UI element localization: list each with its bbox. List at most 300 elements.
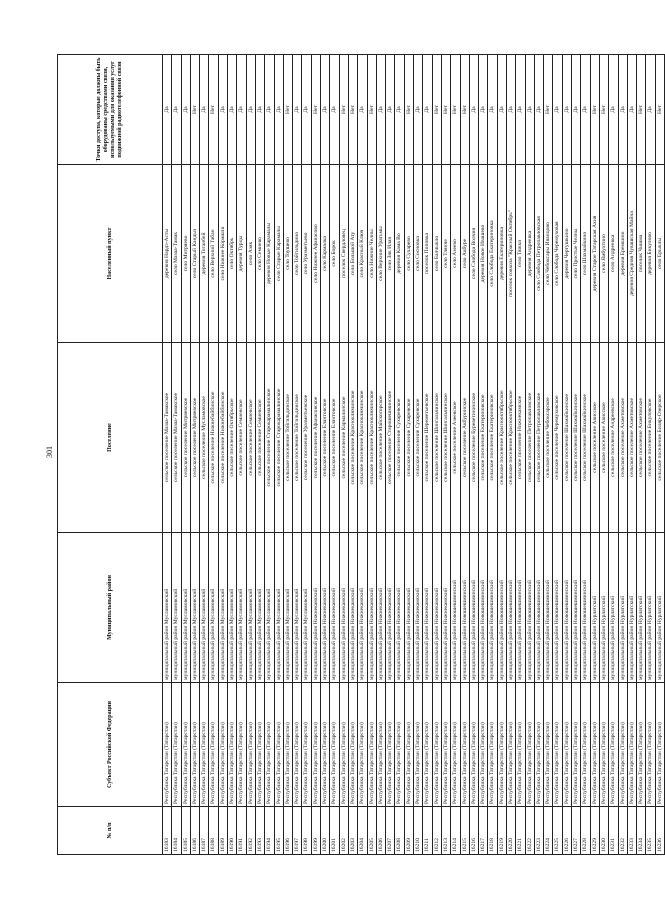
locality-cell: село Красный Ключ bbox=[358, 165, 367, 343]
municipal-district-cell: муниципальный район Новошешминский bbox=[544, 533, 553, 683]
settlement-cell: сельское поселение Красноключинское bbox=[367, 343, 376, 533]
table-row bbox=[237, 55, 246, 855]
settlement-cell: сельское поселение Митряевское bbox=[181, 343, 190, 533]
settlement-cell: сельское поселение Старокарамалинское bbox=[265, 343, 274, 533]
locality-cell: поселок Поповка bbox=[423, 165, 432, 343]
settlement-cell: сельское поселение Афанасовское bbox=[311, 343, 320, 533]
settlement-cell: сельское поселение Митряевское bbox=[190, 343, 199, 533]
access-point-flag: Да bbox=[497, 55, 506, 165]
locality-cell: село Ерыклы bbox=[655, 165, 664, 343]
table-row bbox=[200, 55, 209, 855]
row-number: 16197 bbox=[293, 807, 302, 855]
settlement-cell: сельское поселение Ахметовское bbox=[637, 343, 646, 533]
locality-cell: деревня Бикулово bbox=[646, 165, 655, 343]
locality-cell: село Старый Кандыз bbox=[190, 165, 199, 343]
row-number: 16201 bbox=[330, 807, 339, 855]
municipal-district-cell: муниципальный район Нижнекамский bbox=[386, 533, 395, 683]
table-row bbox=[562, 55, 571, 855]
access-point-flag: Да bbox=[646, 55, 655, 165]
table-row bbox=[172, 55, 181, 855]
row-number: 16189 bbox=[218, 807, 227, 855]
locality-cell: деревня Средняя Чувашская Майна bbox=[627, 165, 636, 343]
access-point-flag: Да bbox=[386, 55, 395, 165]
row-number: 16184 bbox=[172, 807, 181, 855]
subject-cell: Республика Татарстан (Татарстан) bbox=[618, 683, 627, 807]
subject-cell: Республика Татарстан (Татарстан) bbox=[395, 683, 404, 807]
row-number: 16186 bbox=[190, 807, 199, 855]
table-row bbox=[395, 55, 404, 855]
locality-cell: село Тоушево bbox=[283, 165, 292, 343]
table-header-row bbox=[58, 55, 163, 855]
locality-cell: село Слобода Петропавловская bbox=[534, 165, 543, 343]
table-row bbox=[655, 55, 664, 855]
locality-cell: село Слобода Черемуховая bbox=[553, 165, 562, 343]
row-number: 16228 bbox=[581, 807, 590, 855]
row-number: 16195 bbox=[274, 807, 283, 855]
municipal-district-cell: муниципальный район Мусламовский bbox=[181, 533, 190, 683]
row-number: 16204 bbox=[358, 807, 367, 855]
access-point-flag: Да bbox=[200, 55, 209, 165]
settlement-cell: сельское поселение Нижнекамское bbox=[516, 343, 525, 533]
settlement-cell: сельское поселение Мусламовское bbox=[200, 343, 209, 533]
municipal-district-cell: муниципальный район Новошешминский bbox=[534, 533, 543, 683]
settlement-cell: сельское поселение Ависское bbox=[599, 343, 608, 533]
settlement-cell: сельское поселение Краснооктябрьское bbox=[506, 343, 515, 533]
municipal-district-cell: муниципальный район Мусламовский bbox=[274, 533, 283, 683]
settlement-cell: сельское поселение Екатериновское bbox=[479, 343, 488, 533]
locality-cell: село Слобода Волчия bbox=[469, 165, 478, 343]
settlement-cell: сельское поселение Нижнебайбинское bbox=[209, 343, 218, 533]
access-point-flag: Нет bbox=[339, 55, 348, 165]
access-point-flag: Нет bbox=[432, 55, 441, 165]
municipal-district-cell: муниципальный район Нижнекамский bbox=[348, 533, 357, 683]
settlement-cell: сельское поселение Семиевское bbox=[255, 343, 264, 533]
access-point-flag: Нет bbox=[283, 55, 292, 165]
subject-cell: Республика Татарстан (Татарстан) bbox=[181, 683, 190, 807]
locality-cell: поселок Свердловец bbox=[339, 165, 348, 343]
municipal-district-cell: муниципальный район Новошешминский bbox=[581, 533, 590, 683]
row-number: 16220 bbox=[506, 807, 515, 855]
table-row bbox=[627, 55, 636, 855]
table-row bbox=[228, 55, 237, 855]
row-number: 16221 bbox=[516, 807, 525, 855]
subject-cell: Республика Татарстан (Татарстан) bbox=[609, 683, 618, 807]
locality-cell: деревня Еремкино bbox=[618, 165, 627, 343]
access-point-flag: Да bbox=[581, 55, 590, 165]
access-point-flag: Нет bbox=[451, 55, 460, 165]
settlement-cell: сельское поселение Майскогорское bbox=[376, 343, 385, 533]
municipal-district-cell: муниципальный район Нурлатский bbox=[637, 533, 646, 683]
settlement-cell: сельское поселение Шахмайкинское bbox=[562, 343, 571, 533]
access-point-flag: Да bbox=[302, 55, 311, 165]
municipal-district-cell: муниципальный район Новошешминский bbox=[469, 533, 478, 683]
municipal-district-cell: муниципальный район Новошешминский bbox=[479, 533, 488, 683]
locality-cell: село Тлянче bbox=[441, 165, 450, 343]
header-num: № п/п bbox=[58, 807, 163, 855]
locality-cell: село Шахмайкино bbox=[581, 165, 590, 343]
row-number: 16227 bbox=[572, 807, 581, 855]
settlement-cell: сельское поселение Тойгильдинское bbox=[283, 343, 292, 533]
locality-cell: село Тойгильдино bbox=[293, 165, 302, 343]
access-points-table bbox=[57, 54, 665, 855]
row-number: 16198 bbox=[302, 807, 311, 855]
table-row bbox=[599, 55, 608, 855]
municipal-district-cell: муниципальный район Мусламовский bbox=[265, 533, 274, 683]
access-point-flag: Нет bbox=[460, 55, 469, 165]
access-point-flag: Нет bbox=[599, 55, 608, 165]
municipal-district-cell: муниципальный район Нижнекамский bbox=[321, 533, 330, 683]
table-row bbox=[432, 55, 441, 855]
subject-cell: Республика Татарстан (Татарстан) bbox=[404, 683, 413, 807]
access-point-flag: Да bbox=[572, 55, 581, 165]
settlement-cell: сельское поселение Семиевское bbox=[237, 343, 246, 533]
table-body bbox=[163, 55, 665, 855]
settlement-cell: сельское поселение Сухаревское bbox=[395, 343, 404, 533]
table-row bbox=[311, 55, 320, 855]
row-number: 16187 bbox=[200, 807, 209, 855]
row-number: 16203 bbox=[348, 807, 357, 855]
locality-cell: деревня Новые Карамалы bbox=[265, 165, 274, 343]
locality-cell: село Азяк bbox=[246, 165, 255, 343]
locality-cell: село Верхний Табан bbox=[209, 165, 218, 343]
table-row bbox=[330, 55, 339, 855]
municipal-district-cell: муниципальный район Мусламовский bbox=[283, 533, 292, 683]
municipal-district-cell: муниципальный район Нижнекамский bbox=[432, 533, 441, 683]
subject-cell: Республика Татарстан (Татарстан) bbox=[386, 683, 395, 807]
municipal-district-cell: муниципальный район Мусламовский bbox=[209, 533, 218, 683]
access-point-flag: Да bbox=[265, 55, 274, 165]
header-locality: Населенный пункт bbox=[58, 165, 163, 343]
settlement-cell: сельское поселение Уразметьевское bbox=[302, 343, 311, 533]
locality-cell: село Простые Челны bbox=[572, 165, 581, 343]
locality-cell: село Борок bbox=[330, 165, 339, 343]
row-number: 16217 bbox=[479, 807, 488, 855]
table-row bbox=[376, 55, 385, 855]
subject-cell: Республика Татарстан (Татарстан) bbox=[330, 683, 339, 807]
row-number: 16214 bbox=[451, 807, 460, 855]
municipal-district-cell: муниципальный район Нижнекамский bbox=[404, 533, 413, 683]
locality-cell: село Уразметьево bbox=[302, 165, 311, 343]
access-point-flag: Да bbox=[163, 55, 172, 165]
subject-cell: Республика Татарстан (Татарстан) bbox=[200, 683, 209, 807]
locality-cell: село Нижнее Корашли bbox=[218, 165, 227, 343]
locality-cell: село Балчыкло bbox=[432, 165, 441, 343]
access-point-flag: Да bbox=[255, 55, 264, 165]
subject-cell: Республика Татарстан (Татарстан) bbox=[441, 683, 450, 807]
access-point-flag: Да bbox=[228, 55, 237, 165]
locality-cell: село Кармалка bbox=[321, 165, 330, 343]
access-point-flag: Да bbox=[376, 55, 385, 165]
settlement-cell: сельское поселение Елантовское bbox=[330, 343, 339, 533]
table-row bbox=[609, 55, 618, 855]
access-point-flag: Нет bbox=[655, 55, 664, 165]
table-row bbox=[348, 55, 357, 855]
access-point-flag: Нет bbox=[311, 55, 320, 165]
table-row bbox=[404, 55, 413, 855]
subject-cell: Республика Татарстан (Татарстан) bbox=[637, 683, 646, 807]
settlement-cell: сельское поселение Петропавловское bbox=[534, 343, 543, 533]
header-subject: Субъект Российской Федерации bbox=[58, 683, 163, 807]
municipal-district-cell: муниципальный район Нижнекамский bbox=[395, 533, 404, 683]
locality-cell: село Андреевка bbox=[609, 165, 618, 343]
locality-cell: село Мазаа-Тамак bbox=[172, 165, 181, 343]
settlement-cell: сельское поселение Андреевское bbox=[609, 343, 618, 533]
settlement-cell: сельское поселение Петропавловское bbox=[525, 343, 534, 533]
rotated-sheet bbox=[45, 55, 663, 855]
settlement-cell: сельское поселение Буреветининское bbox=[469, 343, 478, 533]
table-row bbox=[590, 55, 599, 855]
access-point-flag: Да bbox=[321, 55, 330, 165]
row-number: 16219 bbox=[497, 807, 506, 855]
locality-cell: поселок совхоза "Красный Октябрь" bbox=[506, 165, 515, 343]
settlement-cell: сельское поселение Кармалинское bbox=[339, 343, 348, 533]
municipal-district-cell: муниципальный район Мусламовский bbox=[255, 533, 264, 683]
settlement-cell: сельское поселение Азеевское bbox=[451, 343, 460, 533]
table-row bbox=[274, 55, 283, 855]
settlement-cell: сельское поселение Нижнебайбинское bbox=[218, 343, 227, 533]
municipal-district-cell: муниципальный район Нижнекамский bbox=[330, 533, 339, 683]
municipal-district-cell: муниципальный район Мусламовский bbox=[190, 533, 199, 683]
locality-cell: деревня Старое Татарская Ахия bbox=[590, 165, 599, 343]
row-number: 16224 bbox=[544, 807, 553, 855]
subject-cell: Республика Татарстан (Татарстан) bbox=[423, 683, 432, 807]
municipal-district-cell: муниципальный район Нижнекамский bbox=[339, 533, 348, 683]
settlement-cell: сельское поселение Мазаа-Тамакское bbox=[163, 343, 172, 533]
row-number: 16234 bbox=[637, 807, 646, 855]
subject-cell: Республика Татарстан (Татарстан) bbox=[590, 683, 599, 807]
table-row bbox=[246, 55, 255, 855]
table-row bbox=[302, 55, 311, 855]
table-row bbox=[321, 55, 330, 855]
subject-cell: Республика Татарстан (Татарстан) bbox=[562, 683, 571, 807]
municipal-district-cell: муниципальный район Нижнекамский bbox=[367, 533, 376, 683]
settlement-cell: сельское поселение Красноключинское bbox=[358, 343, 367, 533]
locality-cell: село Сосновка bbox=[414, 165, 423, 343]
row-number: 16192 bbox=[246, 807, 255, 855]
subject-cell: Республика Татарстан (Татарстан) bbox=[646, 683, 655, 807]
row-number: 16193 bbox=[255, 807, 264, 855]
locality-cell: деревня Турцы bbox=[237, 165, 246, 343]
access-point-flag: Да bbox=[627, 55, 636, 165]
subject-cell: Республика Татарстан (Татарстан) bbox=[274, 683, 283, 807]
subject-cell: Республика Татарстан (Татарстан) bbox=[599, 683, 608, 807]
settlement-cell: сельское поселение Елантовское bbox=[321, 343, 330, 533]
table-row bbox=[469, 55, 478, 855]
subject-cell: Республика Татарстан (Татарстан) bbox=[209, 683, 218, 807]
municipal-district-cell: муниципальный район Мусламовский bbox=[237, 533, 246, 683]
settlement-cell: сельское поселение Чебоксарское bbox=[544, 343, 553, 533]
access-point-flag: Да bbox=[516, 55, 525, 165]
access-point-flag: Да bbox=[181, 55, 190, 165]
settlement-cell: сельское поселение Шингальчинское bbox=[432, 343, 441, 533]
subject-cell: Республика Татарстан (Татарстан) bbox=[311, 683, 320, 807]
table-row bbox=[516, 55, 525, 855]
subject-cell: Республика Татарстан (Татарстан) bbox=[237, 683, 246, 807]
row-number: 16194 bbox=[265, 807, 274, 855]
row-number: 16200 bbox=[321, 807, 330, 855]
row-number: 16196 bbox=[283, 807, 292, 855]
subject-cell: Республика Татарстан (Татарстан) bbox=[218, 683, 227, 807]
row-number: 16183 bbox=[163, 807, 172, 855]
table-row bbox=[497, 55, 506, 855]
subject-cell: Республика Татарстан (Татарстан) bbox=[516, 683, 525, 807]
table-row bbox=[386, 55, 395, 855]
municipal-district-cell: муниципальный район Нижнекамский bbox=[423, 533, 432, 683]
subject-cell: Республика Татарстан (Татарстан) bbox=[479, 683, 488, 807]
table-row bbox=[163, 55, 172, 855]
locality-cell: деревня Нардэ-Асты bbox=[163, 165, 172, 343]
row-number: 16236 bbox=[655, 807, 664, 855]
locality-cell: село Октябрь bbox=[228, 165, 237, 343]
settlement-cell: сельское поселение Акбуринское bbox=[460, 343, 469, 533]
municipal-district-cell: муниципальный район Новошешминский bbox=[562, 533, 571, 683]
municipal-district-cell: муниципальный район Новошешминский bbox=[497, 533, 506, 683]
table-row bbox=[265, 55, 274, 855]
access-point-flag: Нет bbox=[544, 55, 553, 165]
table-row bbox=[209, 55, 218, 855]
table-row bbox=[451, 55, 460, 855]
locality-cell: село Слобода Екатериновка bbox=[488, 165, 497, 343]
row-number: 16223 bbox=[534, 807, 543, 855]
access-point-flag: Да bbox=[525, 55, 534, 165]
subject-cell: Республика Татарстан (Татарстан) bbox=[414, 683, 423, 807]
locality-cell: село Ямбухтино bbox=[599, 165, 608, 343]
table-row bbox=[181, 55, 190, 855]
settlement-cell: сельское поселение Ахметовское bbox=[627, 343, 636, 533]
subject-cell: Республика Татарстан (Татарстан) bbox=[469, 683, 478, 807]
table-row bbox=[218, 55, 227, 855]
municipal-district-cell: муниципальный район Нурлатский bbox=[618, 533, 627, 683]
subject-cell: Республика Татарстан (Татарстан) bbox=[497, 683, 506, 807]
table-row bbox=[414, 55, 423, 855]
municipal-district-cell: муниципальный район Мусламовский bbox=[163, 533, 172, 683]
table-row bbox=[283, 55, 292, 855]
row-number: 16207 bbox=[386, 807, 395, 855]
municipal-district-cell: муниципальный район Нурлатский bbox=[646, 533, 655, 683]
table-row bbox=[358, 55, 367, 855]
settlement-cell: сельское поселение Мазаа-Тамакское bbox=[172, 343, 181, 533]
page-number: 301 bbox=[45, 446, 54, 458]
municipal-district-cell: муниципальный район Новошешминский bbox=[451, 533, 460, 683]
access-point-flag: Да bbox=[237, 55, 246, 165]
locality-cell: деревня Тоганбей bbox=[200, 165, 209, 343]
subject-cell: Республика Татарстан (Татарстан) bbox=[460, 683, 469, 807]
locality-cell: село Нижние Челны bbox=[367, 165, 376, 343]
subject-cell: Республика Татарстан (Татарстан) bbox=[627, 683, 636, 807]
subject-cell: Республика Татарстан (Татарстан) bbox=[358, 683, 367, 807]
municipal-district-cell: муниципальный район Новошешминский bbox=[525, 533, 534, 683]
access-point-flag: Да bbox=[218, 55, 227, 165]
row-number: 16208 bbox=[395, 807, 404, 855]
row-number: 16231 bbox=[609, 807, 618, 855]
municipal-district-cell: муниципальный район Нурлатский bbox=[627, 533, 636, 683]
municipal-district-cell: муниципальный район Нижнекамский bbox=[311, 533, 320, 683]
row-number: 16211 bbox=[423, 807, 432, 855]
access-point-flag: Да bbox=[618, 55, 627, 165]
locality-cell: село Митряево bbox=[181, 165, 190, 343]
table-row bbox=[572, 55, 581, 855]
row-number: 16226 bbox=[562, 807, 571, 855]
municipal-district-cell: муниципальный район Новошешминский bbox=[572, 533, 581, 683]
settlement-cell: сельское поселение Ахметовское bbox=[618, 343, 627, 533]
subject-cell: Республика Татарстан (Татарстан) bbox=[321, 683, 330, 807]
locality-cell: деревня Чертушкино bbox=[562, 165, 571, 343]
subject-cell: Республика Татарстан (Татарстан) bbox=[255, 683, 264, 807]
access-point-flag: Да bbox=[330, 55, 339, 165]
subject-cell: Республика Татарстан (Татарстан) bbox=[525, 683, 534, 807]
municipal-district-cell: муниципальный район Мусламовский bbox=[228, 533, 237, 683]
subject-cell: Республика Татарстан (Татарстан) bbox=[655, 683, 664, 807]
settlement-cell: сельское поселение Бикуловское bbox=[646, 343, 655, 533]
subject-cell: Республика Татарстан (Татарстан) bbox=[339, 683, 348, 807]
table-row bbox=[293, 55, 302, 855]
access-point-flag: Да bbox=[293, 55, 302, 165]
access-point-flag: Да bbox=[506, 55, 515, 165]
municipal-district-cell: муниципальный район Нурлатский bbox=[655, 533, 664, 683]
row-number: 16213 bbox=[441, 807, 450, 855]
municipal-district-cell: муниципальный район Новошешминский bbox=[516, 533, 525, 683]
row-number: 16225 bbox=[553, 807, 562, 855]
row-number: 16232 bbox=[618, 807, 627, 855]
table-row bbox=[339, 55, 348, 855]
settlement-cell: сельское поселение Шахмайкинское bbox=[572, 343, 581, 533]
access-point-flag: Да bbox=[274, 55, 283, 165]
table-row bbox=[506, 55, 515, 855]
table-row bbox=[637, 55, 646, 855]
subject-cell: Республика Татарстан (Татарстан) bbox=[348, 683, 357, 807]
table-row bbox=[190, 55, 199, 855]
settlement-cell: сельское поселение Красноключинское bbox=[348, 343, 357, 533]
row-number: 16235 bbox=[646, 807, 655, 855]
subject-cell: Республика Татарстан (Татарстан) bbox=[432, 683, 441, 807]
settlement-cell: сельское поселение Черемуховское bbox=[553, 343, 562, 533]
row-number: 16188 bbox=[209, 807, 218, 855]
access-point-flag: Нет bbox=[367, 55, 376, 165]
locality-cell: село Семиево bbox=[255, 165, 264, 343]
locality-cell: село Тяжки bbox=[516, 165, 525, 343]
settlement-cell: сельское поселение Екатериновское bbox=[488, 343, 497, 533]
subject-cell: Республика Татарстан (Татарстан) bbox=[172, 683, 181, 807]
access-point-flag: Нет bbox=[209, 55, 218, 165]
access-point-flag: Да bbox=[562, 55, 571, 165]
municipal-district-cell: муниципальный район Мусламовский bbox=[172, 533, 181, 683]
municipal-district-cell: муниципальный район Мусламовский bbox=[200, 533, 209, 683]
table-row bbox=[534, 55, 543, 855]
locality-cell: село Нижнее Афанасово bbox=[311, 165, 320, 343]
row-number: 16212 bbox=[432, 807, 441, 855]
municipal-district-cell: муниципальный район Нурлатский bbox=[599, 533, 608, 683]
locality-cell: село Большой Ату bbox=[348, 165, 357, 343]
table-row bbox=[618, 55, 627, 855]
municipal-district-cell: муниципальный район Нижнекамский bbox=[358, 533, 367, 683]
subject-cell: Республика Татарстан (Татарстан) bbox=[246, 683, 255, 807]
subject-cell: Республика Татарстан (Татарстан) bbox=[293, 683, 302, 807]
access-point-flag: Нет bbox=[637, 55, 646, 165]
row-number: 16215 bbox=[460, 807, 469, 855]
table-row bbox=[423, 55, 432, 855]
municipal-district-cell: муниципальный район Нижнекамский bbox=[414, 533, 423, 683]
locality-cell: деревня Екатериновка bbox=[497, 165, 506, 343]
access-point-flag: Да bbox=[358, 55, 367, 165]
row-number: 16222 bbox=[525, 807, 534, 855]
row-number: 16218 bbox=[488, 807, 497, 855]
access-point-flag: Да bbox=[469, 55, 478, 165]
subject-cell: Республика Татарстан (Татарстан) bbox=[283, 683, 292, 807]
subject-cell: Республика Татарстан (Татарстан) bbox=[228, 683, 237, 807]
header-access-point: Точки доступа, которые должны быть оборудованы средствами связи, используемыми для оказания услуг подвижной радиотелефонной связи bbox=[58, 55, 163, 165]
locality-cell: село Чебоксары Иванцово bbox=[544, 165, 553, 343]
row-number: 16229 bbox=[590, 807, 599, 855]
